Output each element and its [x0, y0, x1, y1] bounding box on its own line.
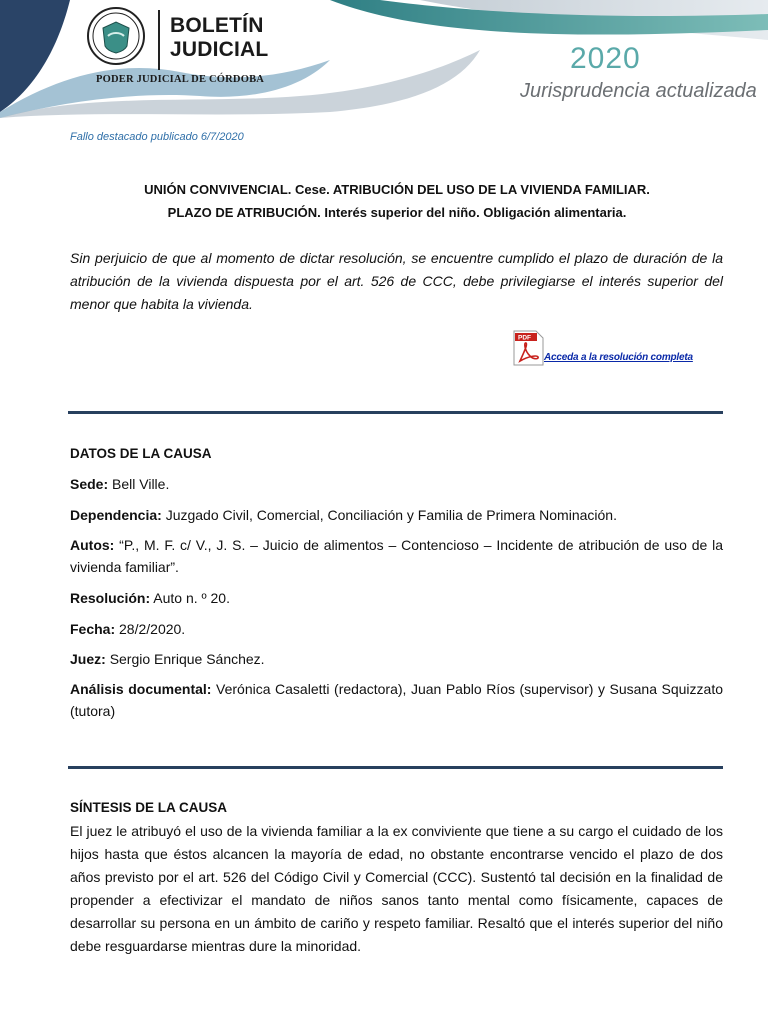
- publication-note: Fallo destacado publicado 6/7/2020: [70, 131, 244, 143]
- field-fecha-label: Fecha:: [70, 621, 116, 637]
- logo-divider: [158, 10, 160, 70]
- full-resolution-link[interactable]: [512, 330, 724, 368]
- field-resolucion-label: Resolución:: [70, 590, 151, 606]
- field-analisis: [70, 678, 723, 722]
- ruling-summary: Sin perjuicio de que al momento de dictar resolución, se encuentre cumplido el plazo de duración de la atribución de la vivienda dispuesta por el art. 526 de CCC, debe privilegiarse el interés superior del menor que habita la vivienda.: [70, 250, 723, 312]
- brand-subtitle: PODER JUDICIAL DE CÓRDOBA: [96, 74, 265, 85]
- synthesis-text: El juez le atribuyó el uso de la vivienda familiar a la ex conviviente que tiene a su cargo el cuidado de los hijos hasta que éstos alcancen la mayoría de edad, no obstante encontrarse vencido el plazo de dos años previsto por el art. 526 del Código Civil y Comercial (CCC). Sustentó tal decisión en la finalidad de propender a efectivizar el mandato de niños sanos tanto mental como físicamente, capaces de desarrollar su persona en un ámbito de cariño y respeto familiar. Resaltó que el interés superior del niño debe resguardarse mientras dure la minoridad.: [70, 823, 723, 954]
- brand-title: [170, 14, 268, 62]
- field-fecha: [70, 618, 723, 640]
- edition-year: 2020: [570, 42, 641, 75]
- field-sede: [70, 473, 723, 495]
- field-autos-label: Autos:: [70, 537, 115, 553]
- field-sede-value: Bell Ville.: [112, 476, 170, 492]
- case-data-heading: DATOS DE LA CAUSA: [70, 446, 212, 461]
- field-resolucion: [70, 587, 723, 609]
- field-juez-value: Sergio Enrique Sánchez.: [109, 651, 265, 667]
- pdf-icon-label: PDF: [518, 334, 531, 342]
- field-autos-value: “P., M. F. c/ V., J. S. – Juicio de alimentos – Contencioso – Incidente de atribución de uso de la vivienda familiar”.: [70, 537, 723, 575]
- field-dependencia: [70, 504, 723, 526]
- field-dependencia-label: Dependencia:: [70, 507, 162, 523]
- edition-tagline: Jurisprudencia actualizada: [520, 80, 757, 102]
- field-sede-label: Sede:: [70, 476, 109, 492]
- field-resolucion-value: Auto n. º 20.: [153, 590, 230, 606]
- field-autos: [70, 534, 723, 578]
- court-seal-icon: [86, 6, 146, 66]
- brand-title-line2: JUDICIAL: [170, 38, 269, 61]
- field-juez-label: Juez:: [70, 651, 106, 667]
- field-analisis-value: Verónica Casaletti (redactora), Juan Pablo Ríos (supervisor) y Susana Squizzato (tutora): [70, 681, 724, 719]
- brand-title-line1: BOLETÍN: [170, 14, 264, 37]
- pdf-icon[interactable]: [512, 330, 544, 366]
- section-divider: [68, 411, 723, 414]
- ruling-title-line1: UNIÓN CONVIVENCIAL. Cese. ATRIBUCIÓN DEL USO DE LA VIVIENDA FAMILIAR.: [144, 182, 650, 197]
- logo: [86, 6, 276, 90]
- field-juez: [70, 648, 723, 670]
- field-analisis-label: Análisis documental:: [70, 681, 212, 697]
- ruling-title-line2: PLAZO DE ATRIBUCIÓN. Interés superior del niño. Obligación alimentaria.: [167, 205, 627, 220]
- header-banner: [0, 0, 768, 118]
- field-fecha-value: 28/2/2020.: [119, 621, 186, 637]
- full-resolution-link-text[interactable]: Acceda a la resolución completa: [544, 352, 693, 363]
- field-dependencia-value: Juzgado Civil, Comercial, Conciliación y Familia de Primera Nominación.: [165, 507, 617, 523]
- section-divider: [68, 766, 723, 769]
- synthesis-heading: SÍNTESIS DE LA CAUSA: [70, 800, 228, 815]
